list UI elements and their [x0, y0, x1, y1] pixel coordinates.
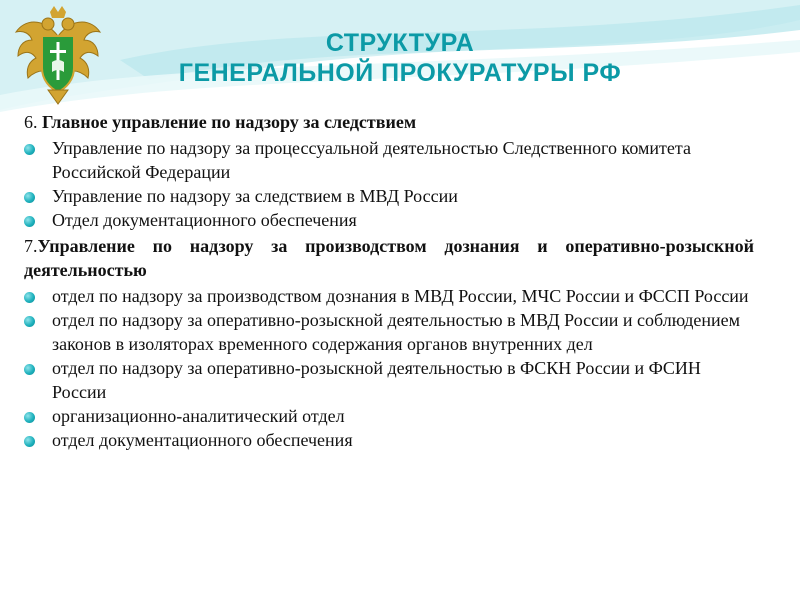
- bullet-icon: [24, 144, 35, 155]
- section-6-title: Главное управление по надзору за следствием: [42, 112, 417, 132]
- list-item: [24, 308, 754, 356]
- list-item-text: отдел документационного обеспечения: [52, 430, 353, 450]
- prosecutor-office-emblem: [12, 6, 104, 106]
- list-item-text: Отдел документационного обеспечения: [52, 210, 357, 230]
- list-item: [24, 208, 754, 232]
- section-7-title: Управление по надзору за производством дознания и оперативно-розыскной деятельностью: [24, 236, 754, 280]
- bullet-icon: [24, 316, 35, 327]
- section-6-list: [24, 136, 754, 232]
- content-area: [24, 108, 754, 452]
- section-7-number: 7: [24, 236, 33, 256]
- list-item-text: отдел по надзору за производством дознания в МВД России, МЧС России и ФССП России: [52, 286, 749, 306]
- list-item-text: отдел по надзору за оперативно-розыскной деятельностью в ФСКН России и ФСИН России: [52, 358, 701, 402]
- bullet-icon: [24, 412, 35, 423]
- section-6-number-suffix: .: [33, 112, 42, 132]
- list-item: [24, 184, 754, 208]
- list-item: [24, 284, 754, 308]
- bullet-icon: [24, 364, 35, 375]
- list-item-text: организационно-аналитический отдел: [52, 406, 345, 426]
- list-item-text: отдел по надзору за оперативно-розыскной деятельностью в МВД России и соблюдением законов в изоляторах временного содержания органов внутренних дел: [52, 310, 741, 354]
- section-6-heading: [24, 110, 754, 134]
- slide-title: [100, 28, 700, 88]
- bullet-icon: [24, 436, 35, 447]
- title-line-1: СТРУКТУРА: [325, 29, 475, 57]
- list-item: [24, 136, 754, 184]
- list-item-text: Управление по надзору за следствием в МВД России: [52, 186, 458, 206]
- bullet-icon: [24, 292, 35, 303]
- section-7-list: [24, 284, 754, 452]
- list-item: [24, 404, 754, 428]
- list-item-text: Управление по надзору за процессуальной деятельностью Следственного комитета Российской Федерации: [52, 138, 691, 182]
- section-7-number-suffix: .: [33, 236, 38, 256]
- bullet-icon: [24, 192, 35, 203]
- bullet-icon: [24, 216, 35, 227]
- list-item: [24, 428, 754, 452]
- title-line-2: ГЕНЕРАЛЬНОЙ ПРОКУРАТУРЫ РФ: [178, 59, 622, 87]
- section-6-number: 6: [24, 112, 33, 132]
- list-item: [24, 356, 754, 404]
- section-7-heading: [24, 234, 754, 282]
